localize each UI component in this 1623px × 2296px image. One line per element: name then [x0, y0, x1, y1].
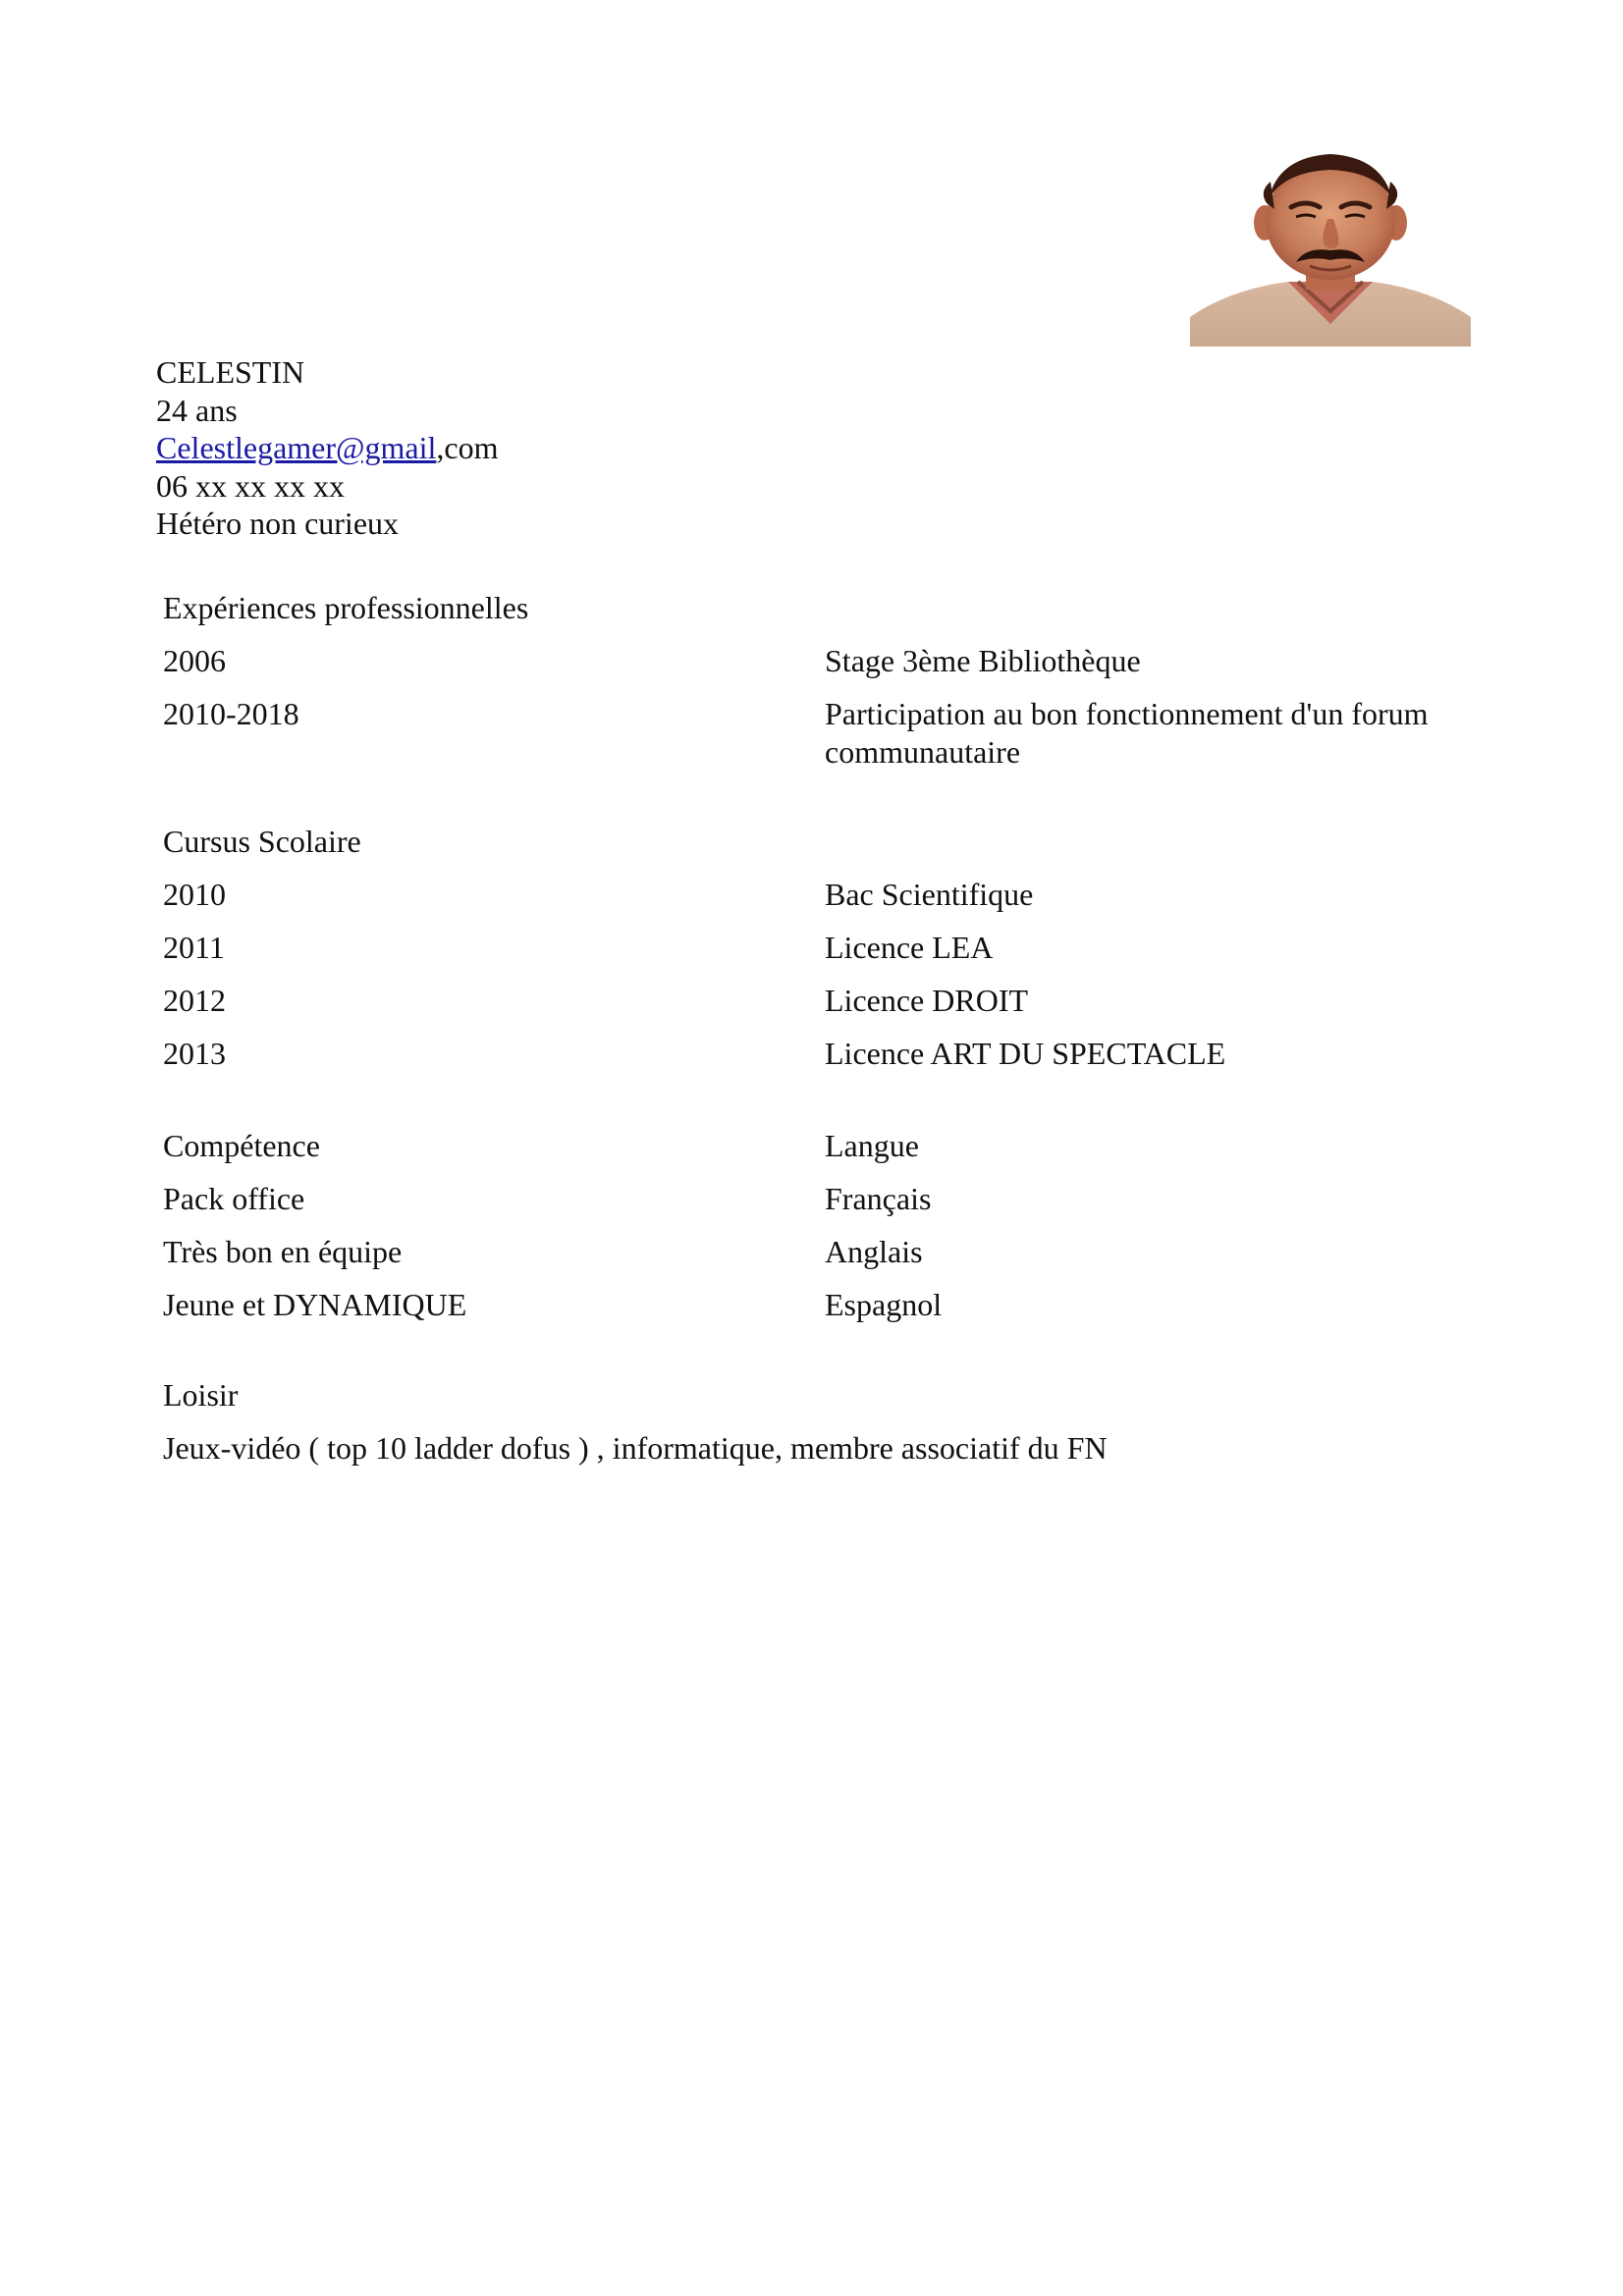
language-item: Français: [825, 1181, 932, 1216]
portrait-photo: [1190, 152, 1471, 347]
skill-item: Jeune et DYNAMIQUE: [163, 1287, 467, 1322]
experience-section: [163, 589, 1488, 785]
education-row: [163, 1035, 1488, 1088]
education-label: Licence ART DU SPECTACLE: [825, 1036, 1226, 1071]
experience-label: Stage 3ème Bibliothèque: [825, 643, 1141, 678]
candidate-phone: 06 xx xx xx xx: [156, 467, 345, 504]
hobbies-section: [163, 1376, 1488, 1482]
hobbies-heading-row: [163, 1376, 1488, 1429]
skill-item: Pack office: [163, 1181, 305, 1216]
education-title: Cursus Scolaire: [163, 824, 361, 859]
education-label: Licence LEA: [825, 930, 994, 965]
education-row: [163, 929, 1488, 982]
experience-year: 2010-2018: [163, 696, 299, 731]
education-row: [163, 982, 1488, 1035]
email-link[interactable]: Celestlegamer@gmail: [156, 430, 437, 465]
candidate-name: CELESTIN: [156, 354, 305, 390]
skill-item: Très bon en équipe: [163, 1234, 403, 1269]
education-label: Bac Scientifique: [825, 877, 1034, 912]
hobbies-row: [163, 1429, 1488, 1482]
experience-year: 2006: [163, 643, 226, 678]
education-row: [163, 876, 1488, 929]
skills-languages-section: [163, 1127, 1488, 1339]
skills-heading-row: [163, 1127, 1488, 1180]
skills-title: Compétence: [163, 1128, 320, 1163]
hobbies-title: Loisir: [163, 1377, 239, 1413]
skills-row: [163, 1180, 1488, 1233]
experience-row: [163, 695, 1488, 785]
education-year: 2013: [163, 1036, 226, 1071]
experience-title: Expériences professionnelles: [163, 590, 529, 625]
education-heading-row: [163, 823, 1488, 876]
email-suffix: ,com: [436, 430, 499, 465]
education-label: Licence DROIT: [825, 983, 1029, 1018]
hobbies-text: Jeux-vidéo ( top 10 ladder dofus ) , informatique, membre associatif du FN: [163, 1430, 1108, 1466]
education-year: 2012: [163, 983, 226, 1018]
education-year: 2011: [163, 930, 225, 965]
education-year: 2010: [163, 877, 226, 912]
experience-row: [163, 642, 1488, 695]
candidate-age: 24 ans: [156, 392, 238, 428]
languages-title: Langue: [825, 1128, 919, 1163]
experience-label: Participation au bon fonctionnement d'un forum communautaire: [825, 696, 1429, 770]
skills-row: [163, 1233, 1488, 1286]
education-section: [163, 823, 1488, 1088]
language-item: Espagnol: [825, 1287, 943, 1322]
experience-heading-row: [163, 589, 1488, 642]
identity-block: [156, 353, 498, 543]
candidate-orientation: Hétéro non curieux: [156, 506, 400, 541]
candidate-email: [156, 429, 498, 467]
skills-row: [163, 1286, 1488, 1339]
language-item: Anglais: [825, 1234, 923, 1269]
